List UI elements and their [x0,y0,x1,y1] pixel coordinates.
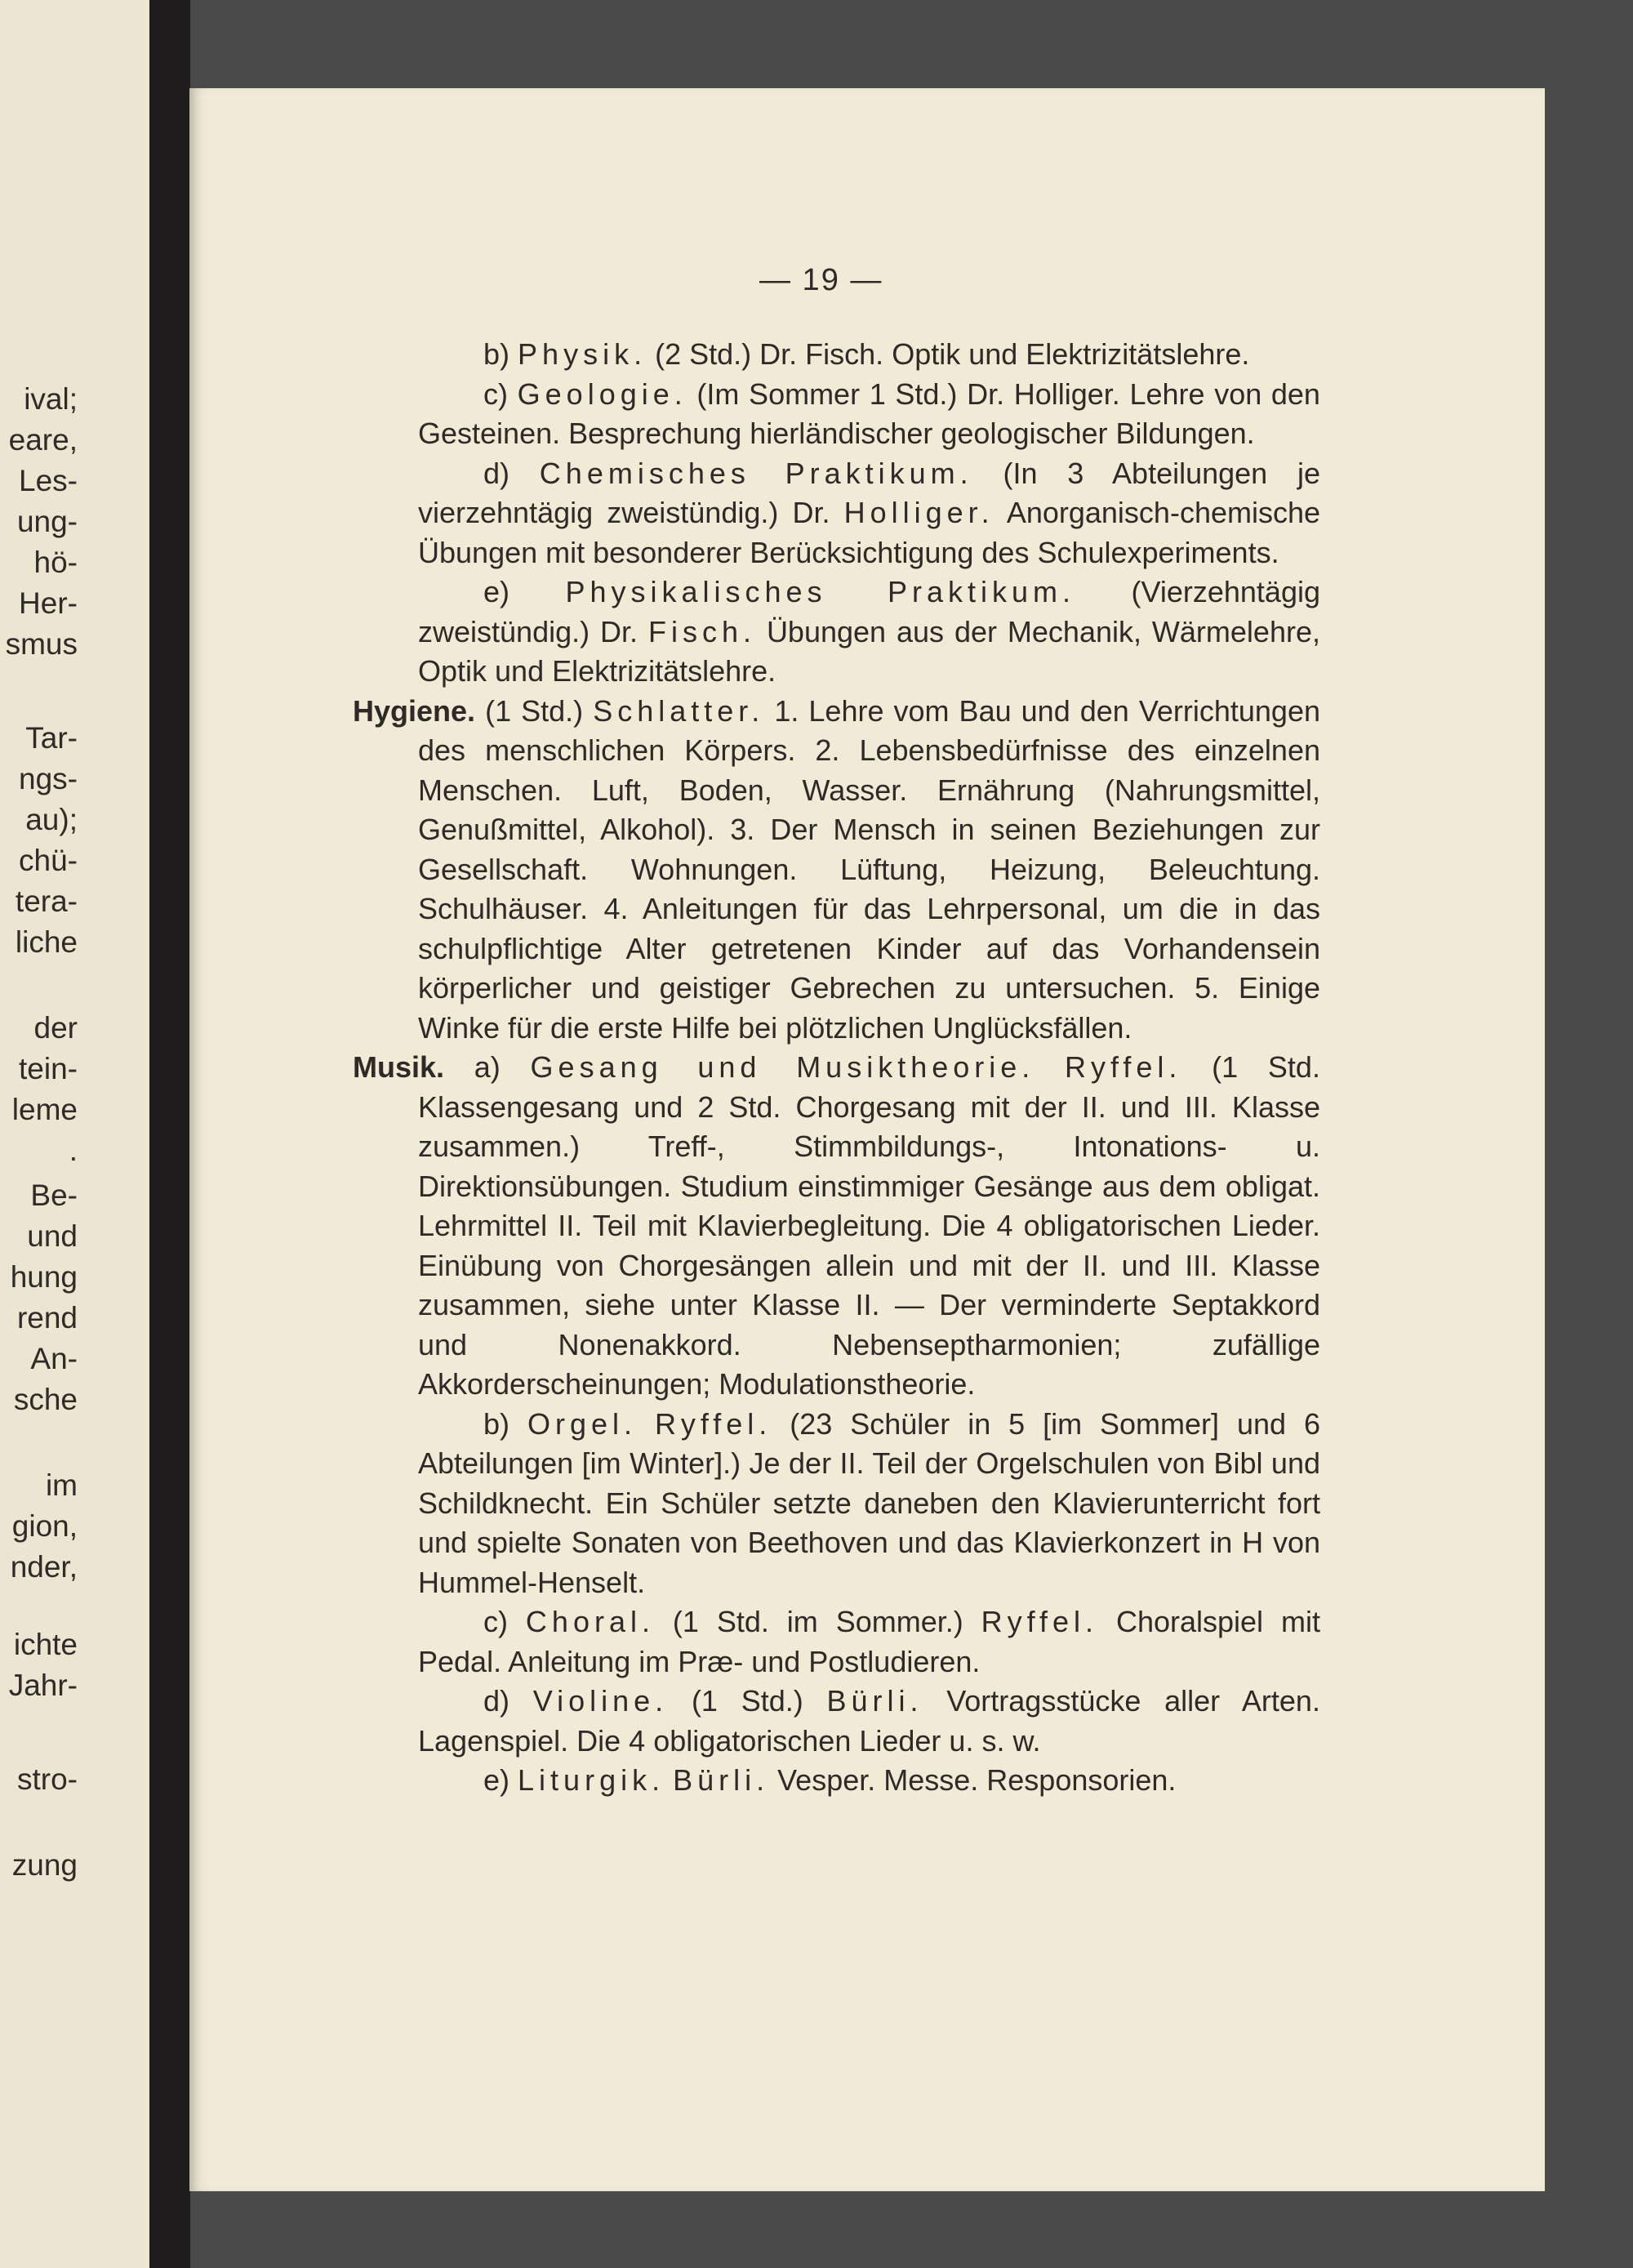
left-page-fragment: zung [11,1848,78,1882]
left-page-fragment: . [69,1134,78,1167]
book-spine [149,0,190,2268]
left-page-fragment: tein- [19,1052,78,1085]
left-page-fragment: Les- [19,464,78,497]
left-page-fragment: stro- [17,1762,78,1796]
chem-lab-entry: d) Chemisches Praktikum. (In 3 Abteilungen je vierzehntägig zweistündig.) Dr. Holliger. Anorganisch-chemische Übungen mit besonderer Berücksichtigung des Schulexperiments. [418,456,1321,569]
left-page-fragment: ung- [16,505,78,538]
left-page-fragment: gion, [11,1509,78,1543]
geology-entry: c) Geologie. (Im Sommer 1 Std.) Dr. Holliger. Lehre von den Gesteinen. Besprechung hierländischer geologischer Bildungen. [418,377,1320,450]
left-page-fragment: An- [30,1342,78,1375]
left-page-fragment: hö- [33,546,78,579]
left-page-fragment: Tar- [25,721,78,755]
choral-entry: c) Choral. (1 Std. im Sommer.) Ryffel. Choralspiel mit Pedal. Anleitung im Præ- und Postludieren. [418,1605,1320,1678]
left-page-fragment: rend [16,1301,78,1335]
left-page-fragment: ngs- [19,762,78,795]
left-page-fragment: leme [11,1093,78,1126]
page-number: — 19 — [759,263,883,297]
left-page-fragment: Jahr- [8,1669,78,1702]
organ-entry: b) Orgel. Ryffel. (23 Schüler in 5 [im Sommer] und 6 Abteilungen [im Winter].) Je der II. Teil der Orgelschulen von Bibl und Schildknecht. Ein Schüler setzte daneben den Klavierunterricht fort und spielte Sonaten von Beethoven und das Klavierkonzert in H von Hummel-Henselt. [418,1406,1320,1599]
physics-entry: b) Physik. (2 Std.) Dr. Fisch. Optik und Elektrizitätslehre. [483,337,1250,371]
left-page-fragment: liche [15,925,78,959]
left-page-fragment: Be- [30,1179,78,1212]
phys-lab-entry: e) Physikalisches Praktikum. (Vierzehntägig zweistündig.) Dr. Fisch. Übungen aus der Mechanik, Wärmelehre, Optik und Elektrizitätslehre. [418,575,1320,688]
violin-entry: d) Violine. (1 Std.) Bürli. Vortragsstücke aller Arten. Lagenspiel. Die 4 obligatorischen Lieder u. s. w. [418,1684,1320,1758]
left-page-fragment: tera- [15,884,78,918]
hygiene-section: Hygiene. (1 Std.) Schlatter. 1. Lehre vom Bau und den Verrichtungen des menschlichen Körpers. 2. Lebensbedürfnisse des einzelnen Menschen. Luft, Boden, Wasser. Ernährung (Nahrungsmittel, Genußmittel, Alkohol). 3. Der Mensch in seinen Beziehungen zur Gesellschaft. Wohnungen. Lüftung, Heizung, Beleuchtung. Schulhäuser. 4. Anleitungen für das Lehrpersonal, um die in das schulpflichtige Alter getretenen Kinder auf das Vorhandensein körperlicher und geistiger Gebrechen zu untersuchen. 5. Einige Winke für die erste Hilfe bei plötzlichen Unglücksfällen. [353,693,1320,1045]
left-page-fragment: sche [13,1383,78,1416]
left-page-fragment: chü- [19,844,78,877]
left-page-fragment: der [33,1011,78,1045]
left-page-fragment: ival; [24,382,78,416]
left-page-fragment: eare, [8,423,78,457]
left-page-fragment: smus [5,627,78,661]
left-page-fragment: nder, [10,1550,78,1584]
page-content [353,335,1320,1801]
liturgy-entry: e) Liturgik. Bürli. Vesper. Messe. Responsorien. [483,1763,1177,1797]
left-facing-page [0,0,167,2268]
music-section: Musik. a) Gesang und Musiktheorie. Ryffel. (1 Std. Klassengesang und 2 Std. Chorgesang mit der II. und III. Klasse zusammen.) Treff-, Stimmbildungs-, Intonations- u. Direktionsübungen. Studium einstimmiger Gesänge aus dem obligat. Lehrmittel II. Teil mit Klavierbegleitung. Die 4 obligatorischen Lieder. Einübung von Chorgesängen allein und mit der II. und III. Klasse zusammen, siehe unter Klasse II. — Der verminderte Septakkord und Nonenakkord. Nebenseptharmonien; zufällige Akkorderscheinungen; Modulationstheorie. [353,1050,1320,1401]
left-page-fragment: ichte [13,1628,78,1661]
left-page-fragment: au); [25,803,78,836]
left-page-fragment: Her- [19,586,78,620]
left-page-fragment: hung [10,1260,78,1294]
left-page-fragment: und [27,1219,78,1253]
left-page-fragment: im [45,1468,78,1502]
